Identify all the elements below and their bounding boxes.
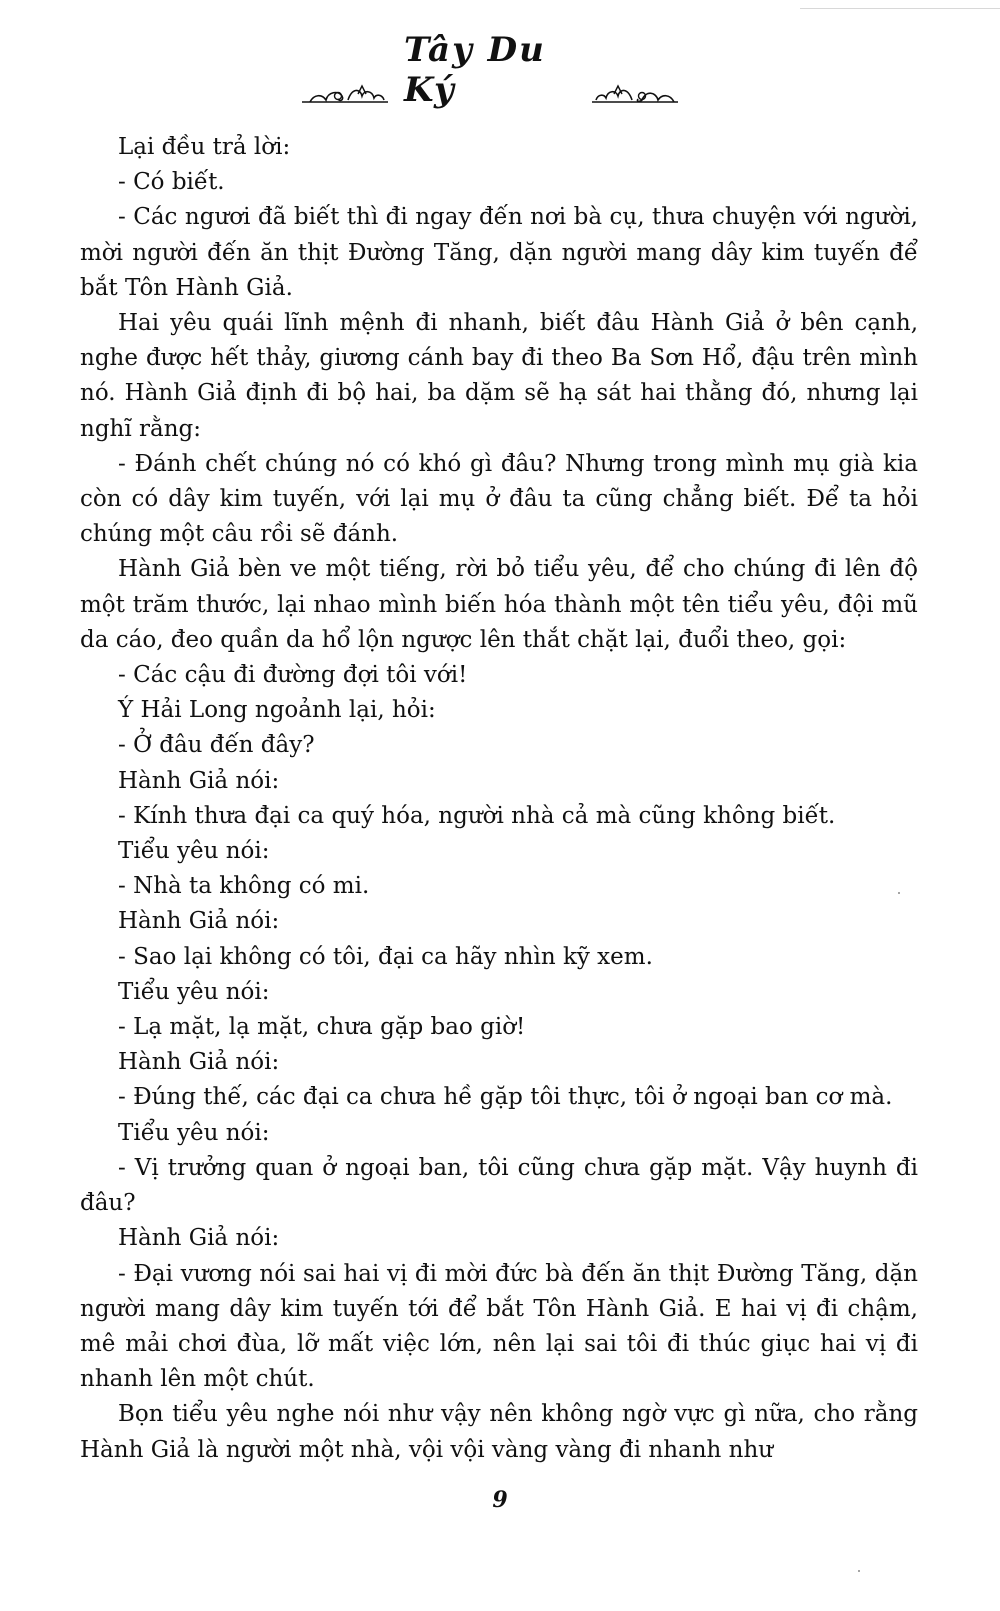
paragraph: Hành Giả nói: bbox=[118, 1225, 280, 1252]
paragraph: Hành Giả bèn ve một tiếng, rời bỏ tiểu yêu, để cho chúng đi lên độ một trăm thước, lại nhao mình biến hóa thành một tên tiểu yêu, đội mũ da cáo, đeo quần da hổ lộn ngược lên thắt chặt lại, đuổi theo, gọi: bbox=[80, 556, 918, 653]
paragraph: Lại đều trả lời: bbox=[118, 134, 291, 160]
paragraph: Tiểu yêu nói: bbox=[118, 1119, 270, 1146]
paragraph: Tiểu yêu nói: bbox=[118, 978, 270, 1005]
paragraph: - Vị trưởng quan ở ngoại ban, tôi cũng chưa gặp mặt. Vậy huynh đi đâu? bbox=[80, 1154, 918, 1217]
paragraph: - Đại vương nói sai hai vị đi mời đức bà đến ăn thịt Đường Tăng, dặn người mang dây kim tuyến tới để bắt Tôn Hành Giả. E hai vị đi chậm, mê mải chơi đùa, lỡ mất việc lớn, nên lại sai tôi đi thúc giục hai vị đi nhanh lên một chút. bbox=[80, 1260, 918, 1393]
body-text bbox=[80, 130, 918, 1468]
running-header bbox=[300, 30, 680, 110]
paragraph: Tiểu yêu nói: bbox=[118, 838, 270, 865]
scan-speck bbox=[898, 892, 900, 894]
paragraph: - Các ngươi đã biết thì đi ngay đến nơi bà cụ, thưa chuyện với người, mời người đến ăn thịt Đường Tăng, dặn người mang dây kim tuyến để bắt Tôn Hành Giả. bbox=[80, 204, 918, 301]
paragraph: - Đúng thế, các đại ca chưa hề gặp tôi thực, tôi ở ngoại ban cơ mà. bbox=[118, 1084, 893, 1111]
paragraph: - Các cậu đi đường đợi tôi với! bbox=[118, 662, 468, 689]
paragraph: - Nhà ta không có mi. bbox=[118, 873, 370, 900]
paragraph: - Ở đâu đến đây? bbox=[118, 732, 315, 759]
paragraph: Hai yêu quái lĩnh mệnh đi nhanh, biết đâu Hành Giả ở bên cạnh, nghe được hết thảy, giương cánh bay đi theo Ba Sơn Hổ, đậu trên mình nó. Hành Giả định đi bộ hai, ba dặm sẽ hạ sát hai thằng đó, nhưng lại nghĩ rằng: bbox=[80, 310, 918, 442]
paragraph: - Lạ mặt, lạ mặt, chưa gặp bao giờ! bbox=[118, 1014, 526, 1041]
paragraph: Hành Giả nói: bbox=[118, 1049, 280, 1076]
paragraph: Ý Hải Long ngoảnh lại, hỏi: bbox=[118, 697, 436, 724]
paragraph: Bọn tiểu yêu nghe nói như vậy nên không ngờ vực gì nữa, cho rằng Hành Giả là người một nhà, vội vội vàng vàng đi nhanh như bbox=[80, 1401, 918, 1463]
paragraph: - Có biết. bbox=[118, 169, 225, 196]
page-number: 9 bbox=[492, 1487, 508, 1513]
scan-edge-line bbox=[800, 8, 1000, 9]
scroll-ornament-left-icon bbox=[300, 82, 390, 106]
paragraph: - Đánh chết chúng nó có khó gì đâu? Nhưng trong mình mụ già kia còn có dây kim tuyến, với lại mụ ở đâu ta cũng chẳng biết. Để ta hỏi chúng một câu rồi sẽ đánh. bbox=[80, 450, 918, 548]
paragraph: - Sao lại không có tôi, đại ca hãy nhìn kỹ xem. bbox=[118, 943, 653, 970]
paragraph: Hành Giả nói: bbox=[118, 767, 280, 794]
scroll-ornament-right-icon bbox=[590, 82, 680, 106]
paragraph: Hành Giả nói: bbox=[118, 908, 280, 935]
book-title: Tây Du Ký bbox=[404, 30, 546, 110]
paragraph: - Kính thưa đại ca quý hóa, người nhà cả mà cũng không biết. bbox=[118, 802, 836, 829]
scan-speck bbox=[858, 1570, 860, 1572]
